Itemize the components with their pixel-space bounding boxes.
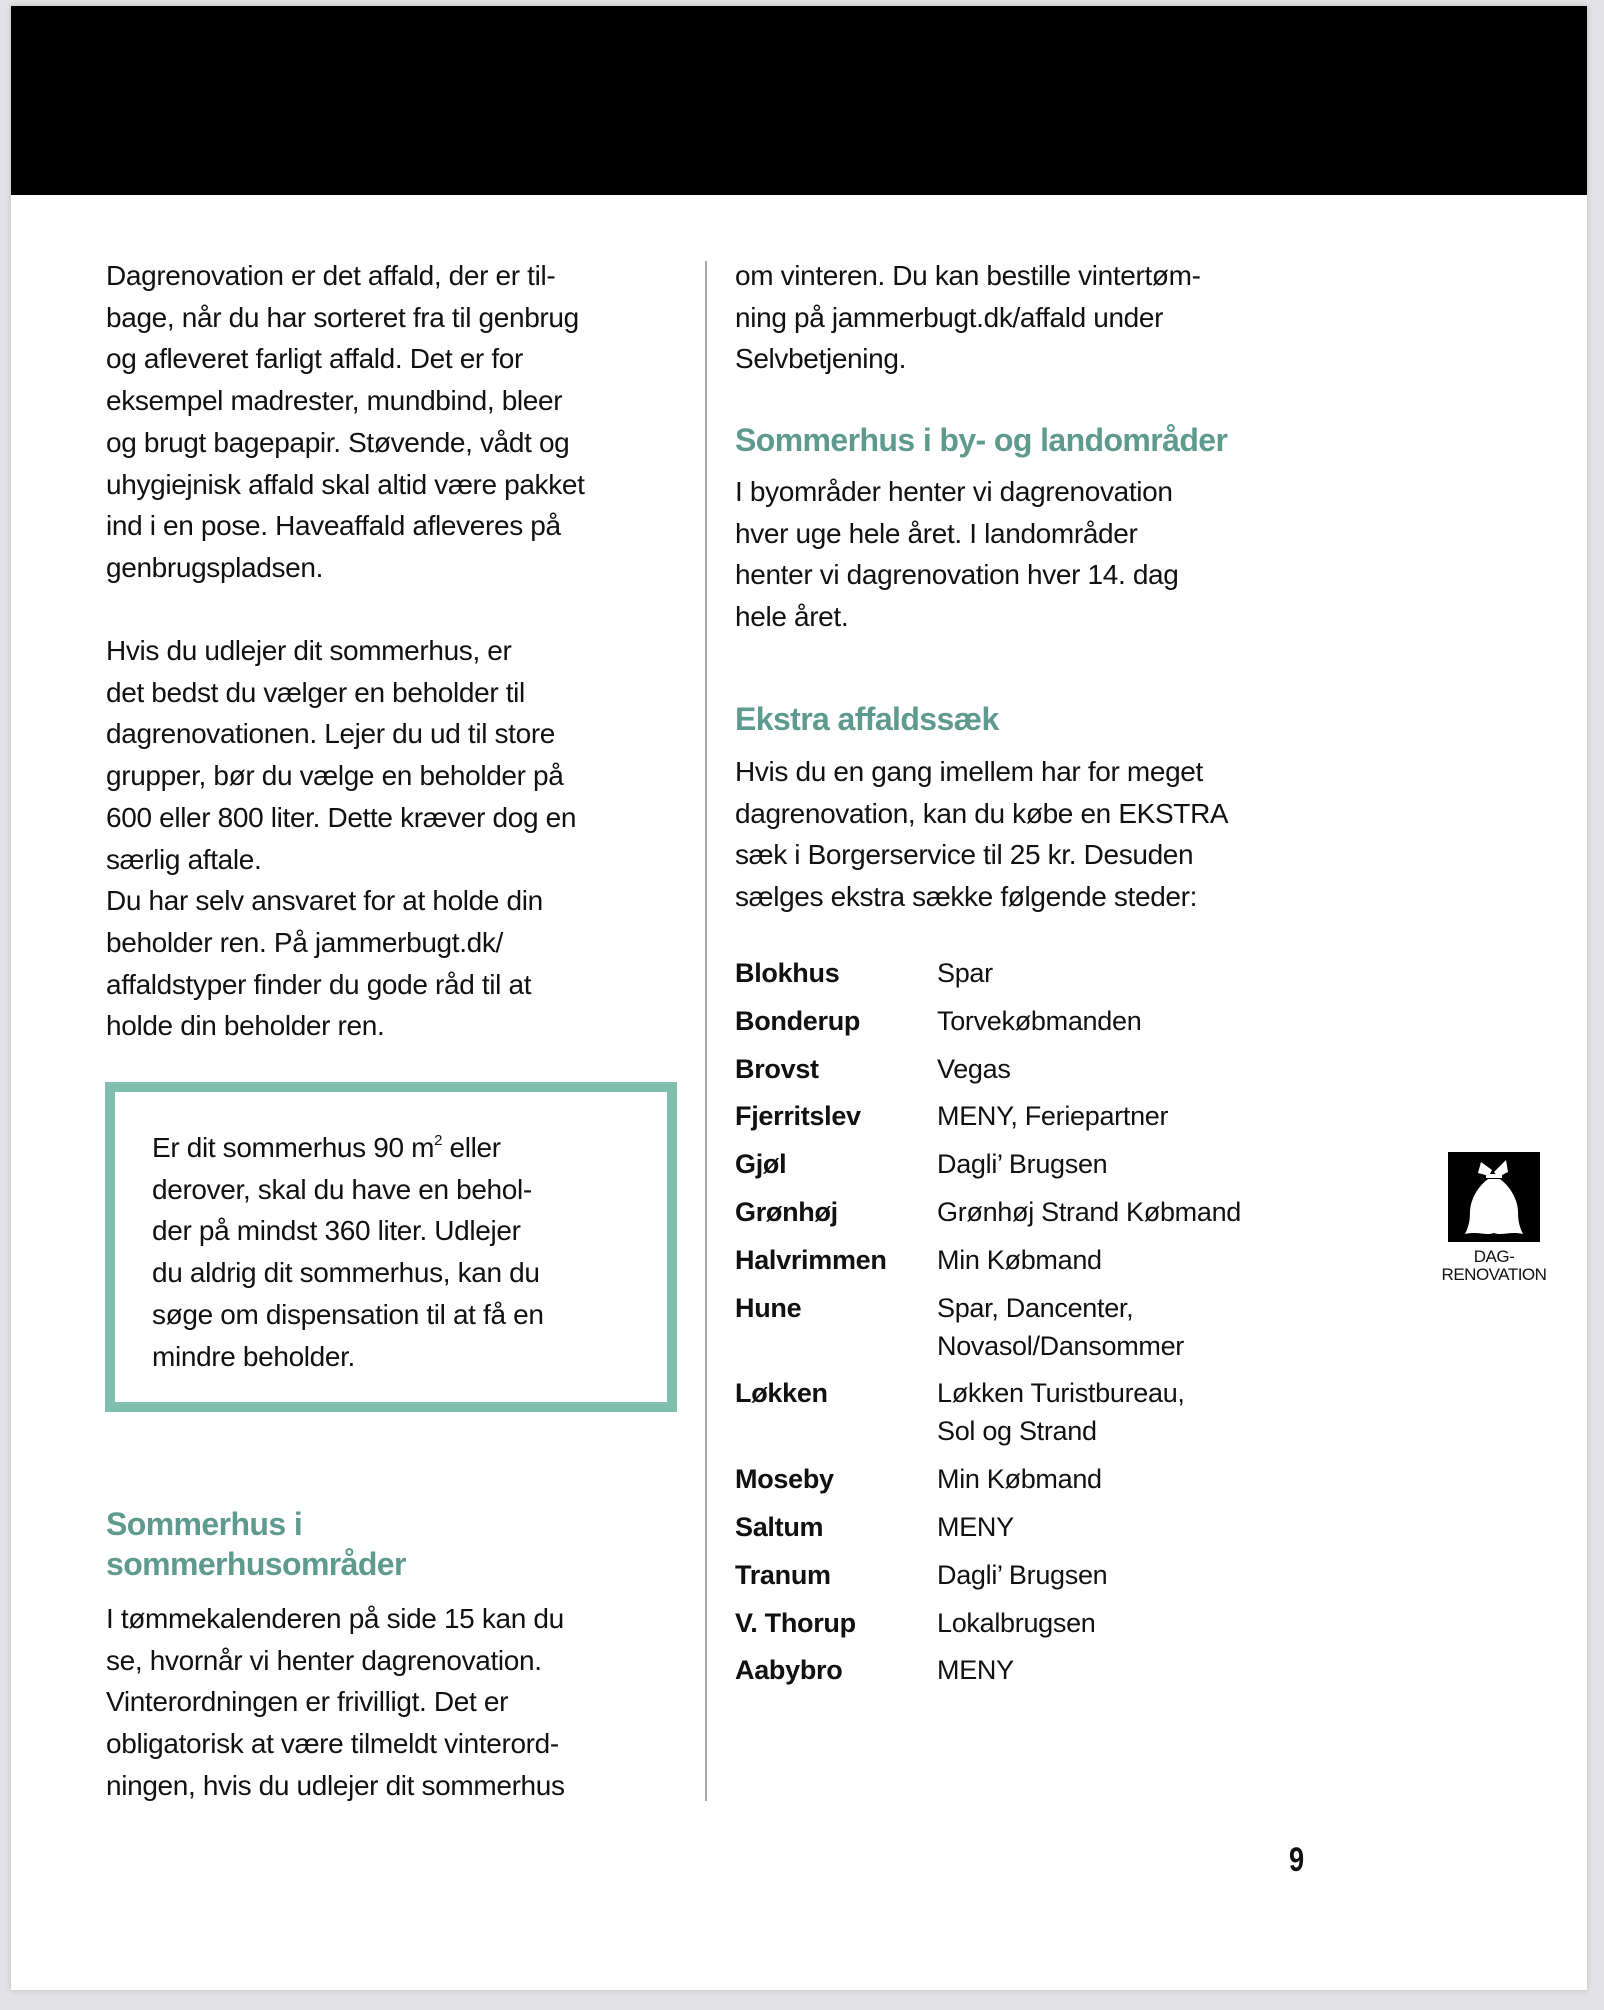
shop-list: MENY xyxy=(937,1655,1014,1686)
place-name: Grønhøj xyxy=(735,1196,838,1227)
table-row xyxy=(735,1241,1295,1279)
summer-areas-paragraph: I tømmekalenderen på side 15 kan du se, hvornår vi henter dagrenovation. Vinterordningen er frivilligt. Det er obligatorisk at være tilmeldt vinterord- ningen, hvis du udlejer dit sommerhus xyxy=(106,1603,565,1801)
shop-list: Lokalbrugsen xyxy=(937,1607,1096,1638)
bag-icon-label: DAG- RENOVATION xyxy=(1441,1247,1547,1284)
place-name: Fjerritslev xyxy=(735,1101,861,1132)
place-name: V. Thorup xyxy=(735,1607,856,1638)
place-name: Brovst xyxy=(735,1053,819,1084)
table-row xyxy=(735,1145,1295,1183)
intro-paragraph: Dagrenovation er det affald, der er til- bage, når du har sorteret fra til genbrug og afleveret farligt affald. Det er for eksempel madrester, mundbind, bleer og brugt bagepapir. Støvende, vådt og uhygiejnisk affald skal altid være pakket ind i en pose. Haveaffald afleveres på genbrugspladsen. xyxy=(106,260,585,583)
table-row xyxy=(735,1604,1295,1642)
garbage-bag-glyph-icon xyxy=(1448,1152,1540,1242)
table-row xyxy=(735,1651,1295,1689)
shop-list: MENY, Feriepartner xyxy=(937,1101,1169,1132)
place-name: Bonderup xyxy=(735,1005,861,1036)
town-rural-heading: Sommerhus i by- og landområder xyxy=(735,422,1228,458)
summer-areas-heading: Sommerhus i sommerhusområder xyxy=(106,1506,406,1582)
extra-bag-paragraph: Hvis du en gang imellem har for meget dagrenovation, kan du købe en EKSTRA sæk i Borgerservice til 25 kr. Desuden sælges ekstra sække følgende steder: xyxy=(735,756,1229,913)
superscript: 2 xyxy=(434,1132,443,1149)
table-row xyxy=(735,954,1295,992)
extra-bag-heading: Ekstra affaldssæk xyxy=(735,701,999,737)
garbage-bag-icon xyxy=(1448,1152,1540,1242)
continuation-paragraph: om vinteren. Du kan bestille vintertøm- ning på jammerbugt.dk/affald under Selvbetjening. xyxy=(735,260,1201,375)
place-name: Moseby xyxy=(735,1464,834,1495)
document-page xyxy=(11,6,1587,1990)
table-row xyxy=(735,1050,1295,1088)
shop-list: Torvekøbmanden xyxy=(937,1005,1142,1036)
place-name: Gjøl xyxy=(735,1149,787,1180)
shop-list: Spar, Dancenter, Novasol/Dansommer xyxy=(937,1292,1184,1361)
shop-list: Min Købmand xyxy=(937,1244,1102,1275)
table-row xyxy=(735,1289,1295,1365)
town-rural-paragraph: I byområder henter vi dagrenovation hver uge hele året. I landområder henter vi dagrenovation hver 14. dag hele året. xyxy=(735,476,1179,633)
notice-box xyxy=(105,1082,677,1412)
place-name: Hune xyxy=(735,1292,802,1323)
shop-list: Dagli’ Brugsen xyxy=(937,1149,1108,1180)
table-row xyxy=(735,1460,1295,1498)
table-row xyxy=(735,1508,1295,1546)
column-divider xyxy=(705,261,707,1801)
place-name: Halvrimmen xyxy=(735,1244,887,1275)
page-number: 9 xyxy=(1289,1841,1305,1879)
table-row xyxy=(735,1097,1295,1135)
shop-list: Dagli’ Brugsen xyxy=(937,1559,1108,1590)
shop-list: Spar xyxy=(937,958,993,988)
header-band xyxy=(11,6,1587,195)
shop-list: Grønhøj Strand Købmand xyxy=(937,1196,1242,1227)
place-name: Tranum xyxy=(735,1559,831,1590)
notice-text: Er dit sommerhus 90 $m^2$ eller derover, skal du have en behol- der på mindst 360 liter. Udlejer du aldrig dit sommerhus, kan du søge om dispensation til at få en mindre beholder. xyxy=(152,1127,544,1377)
table-row xyxy=(735,1193,1295,1231)
shop-list: MENY xyxy=(937,1511,1014,1542)
shop-list: Vegas xyxy=(937,1053,1011,1084)
shop-list: Min Købmand xyxy=(937,1464,1102,1495)
notice-line-area: Er dit sommerhus 90 $m^2$ eller xyxy=(152,1132,501,1163)
shop-list: Løkken Turistbureau, Sol og Strand xyxy=(937,1378,1185,1447)
place-name: Løkken xyxy=(735,1378,828,1409)
place-name: Blokhus xyxy=(735,958,840,988)
table-row xyxy=(735,1002,1295,1040)
table-row xyxy=(735,1556,1295,1594)
rental-paragraph: Hvis du udlejer dit sommerhus, er det bedst du vælger en beholder til dagrenovationen. Lejer du ud til store grupper, bør du vælge en beholder på 600 eller 800 liter. Dette kræver dog en særlig aftale. Du har selv ansvaret for at holde din beholder ren. På jammerbugt.dk/ affaldstyper finder du gode råd til at holde din beholder ren. xyxy=(106,635,577,1042)
table-row xyxy=(735,1374,1295,1450)
place-name: Saltum xyxy=(735,1511,824,1542)
place-name: Aabybro xyxy=(735,1655,843,1686)
sales-locations-table xyxy=(735,954,1295,1699)
